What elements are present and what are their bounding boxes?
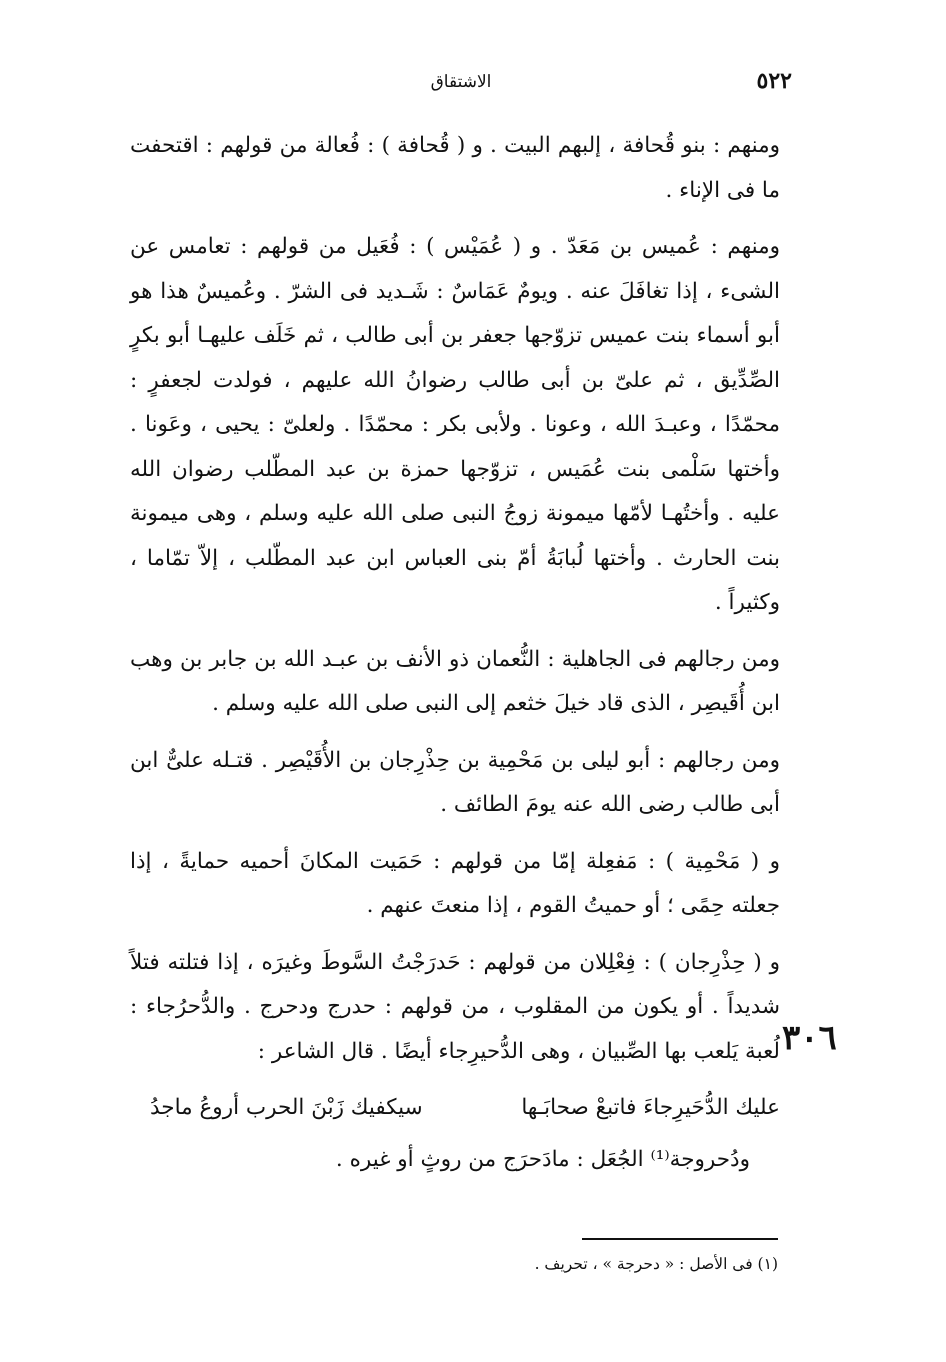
footnote: (١) فى الأصل : « دحرجة » ، تحريف .	[534, 1255, 778, 1273]
footnote-divider	[582, 1238, 778, 1240]
poetry-verse	[130, 1086, 780, 1130]
page-header	[130, 68, 792, 104]
margin-section-number: ٣٠٦	[782, 1018, 837, 1058]
running-title: الاشتقاق	[430, 72, 492, 92]
paragraph-duhruja: ودُحروجة⁽¹⁾ الجُعَل : مادَحرَج من روثٍ أو غيره .	[335, 1147, 750, 1172]
body-text	[130, 124, 780, 1182]
paragraph-quhafa: ومنهم : بنو قُحافة ، إلبهم البيت . و ( قُحافة ) : فُعالة من قولهم : اقتحفت ما فى الإناء .	[130, 133, 780, 203]
paragraph-hidhrijan: و ( حِذْرِجان ) : فِعْلِلان من قولهم : حَدرَجْتُ السَّوطَ وغيرَه ، إذا فتلته فتلاً شديداً . أو يكون من المقلوب ، من قولهم : حدرج ودحرج . والدُّحرُجاء : لُعبة يَلعب بها الصِّبيان ، وهى الدُّحيرِجاء أيضًا . قال الشاعر :	[130, 949, 780, 1064]
paragraph-mahmiya: و ( مَحْمِية ) : مَفعِلة إمّا من قولهم : حَمَيت المكانَ أحميه حمايةً ، إذا جعلته حِمًى ؛ أو حميتُ القوم ، إذا منعتَ عنهم .	[130, 848, 780, 918]
page-number: ٥٢٢	[756, 68, 792, 94]
verse-second-hemistich: سيكفيك زَبْنَ الحرب أروعُ ماجدُ	[150, 1095, 423, 1120]
verse-first-hemistich: عليك الدُّحَيرِجاءَ فاتبعْ صحابَـها	[521, 1095, 780, 1120]
paragraph-abu-layla: ومن رجالهم : أبو ليلى بن مَحْمِية بن حِذْرِجان بن الأُقَيْصِر . قتـله علىٌّ ابن أبى طالب رضى الله عنه يومَ الطائف .	[130, 747, 780, 817]
paragraph-umays: ومنهم : عُميس بن مَعَدّ . و ( عُمَيْس ) : فُعَيل من قولهم : تعامس عن الشىء ، إذا تغافَلَ عنه . ويومٌ عَمَاسٌ : شَـديد فى الشرّ . وعُميسٌ هذا هو أبو أسماء بنت عميس تزوّجها جعفر بن أبى طالب ، ثم خَلَف عليهـا أبو بكرٍ الصِّدِّيق ، ثم علىّ بن أبى طالب رضوانُ الله عليهم ، فولدت لجعفرٍ : محمّدًا ، وعبـدَ الله ، وعونا . ولأبى بكر : محمّدًا . ولعلىّ : يحيى ، وعَونا . وأختها سَلْمى بنت عُمَيس ، تزوّجها حمزة بن عبد المطّلب رضوان الله عليه . وأختُهـا لأمّها ميمونة زوجُ النبى صلى الله عليه وسلم ، وهى ميمونة بنت الحارث . وأختها لُبابَةُ أمّ بنى العباس ابن عبد المطّلب ، إلاّ تمّاما ، وكثيراً .	[130, 234, 780, 615]
paragraph-numan: ومن رجالهم فى الجاهلية : النُّعمان ذو الأنف بن عبـد الله بن جابر بن وهب ابن أُقَيصِر ، الذى قاد خيلَ خثعم إلى النبى صلى الله عليه وسلم .	[130, 646, 780, 716]
